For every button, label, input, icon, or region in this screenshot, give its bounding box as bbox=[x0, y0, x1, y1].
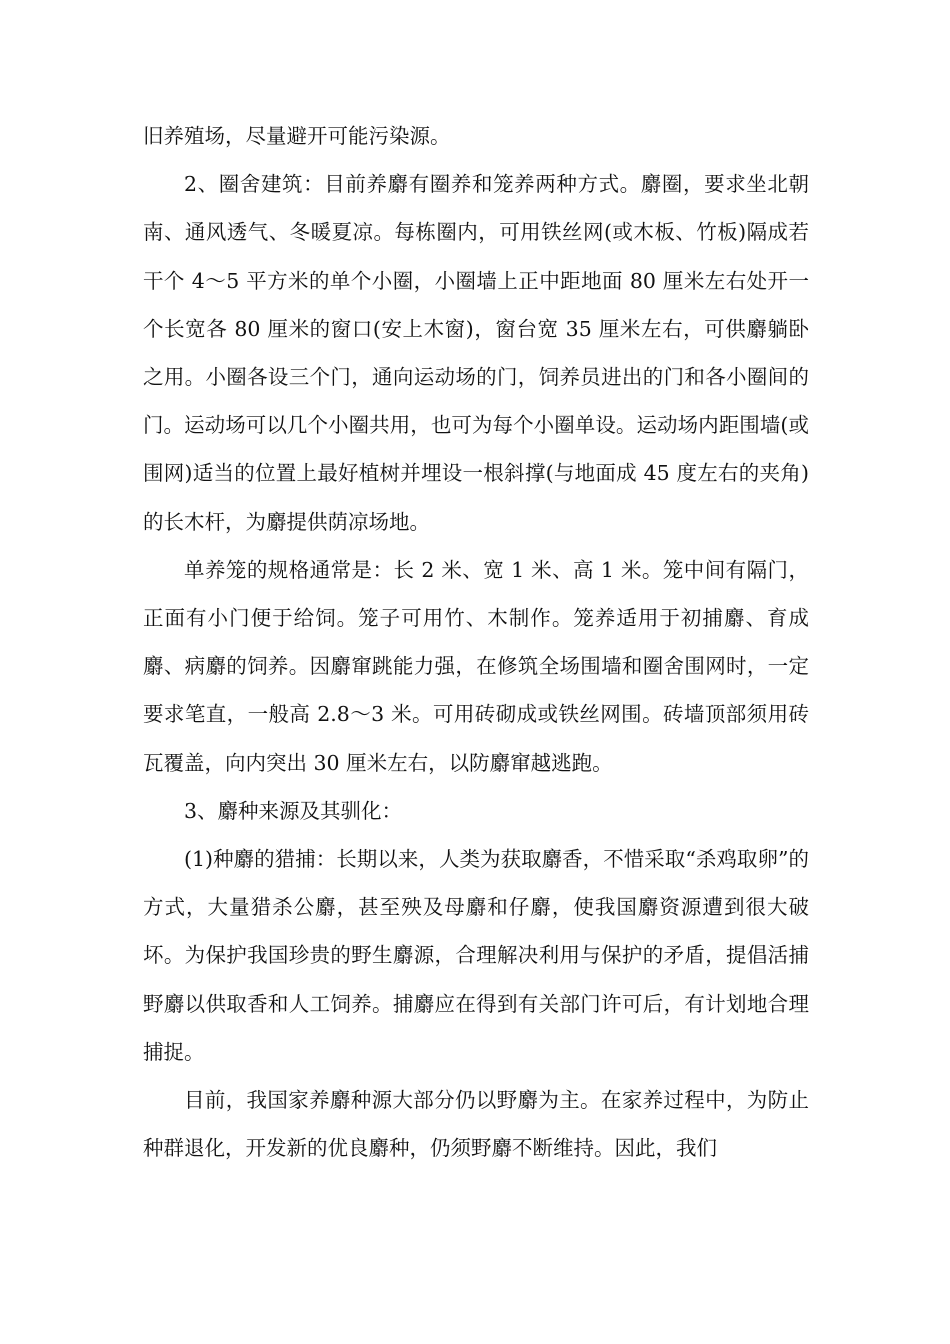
paragraph-3: 单养笼的规格通常是：长 2 米、宽 1 米、高 1 米。笼中间有隔门，正面有小门便于给饲。笼子可用竹、木制作。笼养适用于初捕麝、育成麝、病麝的饲养。因麝窜跳能力强，在修筑全场围墙和圈舍围网时，一定要求笔直，一般高 2.8～3 米。可用砖砌成或铁丝网围。砖墙顶部须用砖瓦覆盖，向内突出 30 厘米左右，以防麝窜越逃跑。 bbox=[143, 557, 809, 775]
paragraph-5: (1)种麝的猎捕：长期以来，人类为获取麝香，不惜采取“杀鸡取卵”的方式，大量猎杀公麝，甚至殃及母麝和仔麝，使我国麝资源遭到很大破坏。为保护我国珍贵的野生麝源，合理解决利用与保护的矛盾，提倡活捕野麝以供取香和人工饲养。捕麝应在得到有关部门许可后，有计划地合理捕捉。 bbox=[143, 847, 809, 1064]
paragraph-1: 旧养殖场，尽量避开可能污染源。 bbox=[143, 124, 451, 148]
paragraph-4: 3、麝种来源及其驯化： bbox=[184, 798, 403, 823]
paragraph-2: 2、圈舍建筑：目前养麝有圈养和笼养两种方式。麝圈，要求坐北朝南、通风透气、冬暖夏凉。每栋圈内，可用铁丝网(或木板、竹板)隔成若干个 4～5 平方米的单个小圈，小圈墙上正中距地面 80 厘米左右处开一个长宽各 80 厘米的窗口(安上木窗)，窗台宽 35 厘米左右，可供麝躺卧之用。小圈各设三个门，通向运动场的门，饲养员进出的门和各小圈间的门。运动场可以几个小圈共用，也可为每个小圈单设。运动场内距围墙(或围网)适当的位置上最好植树并埋设一根斜撑(与地面成 45 度左右的夹角)的长木杆，为麝提供荫凉场地。 bbox=[143, 172, 809, 534]
paragraph-6: 目前，我国家养麝种源大部分仍以野麝为主。在家养过程中，为防止种群退化，开发新的优良麝种，仍须野麝不断维持。因此，我们 bbox=[143, 1088, 809, 1161]
document-body bbox=[143, 112, 809, 1172]
